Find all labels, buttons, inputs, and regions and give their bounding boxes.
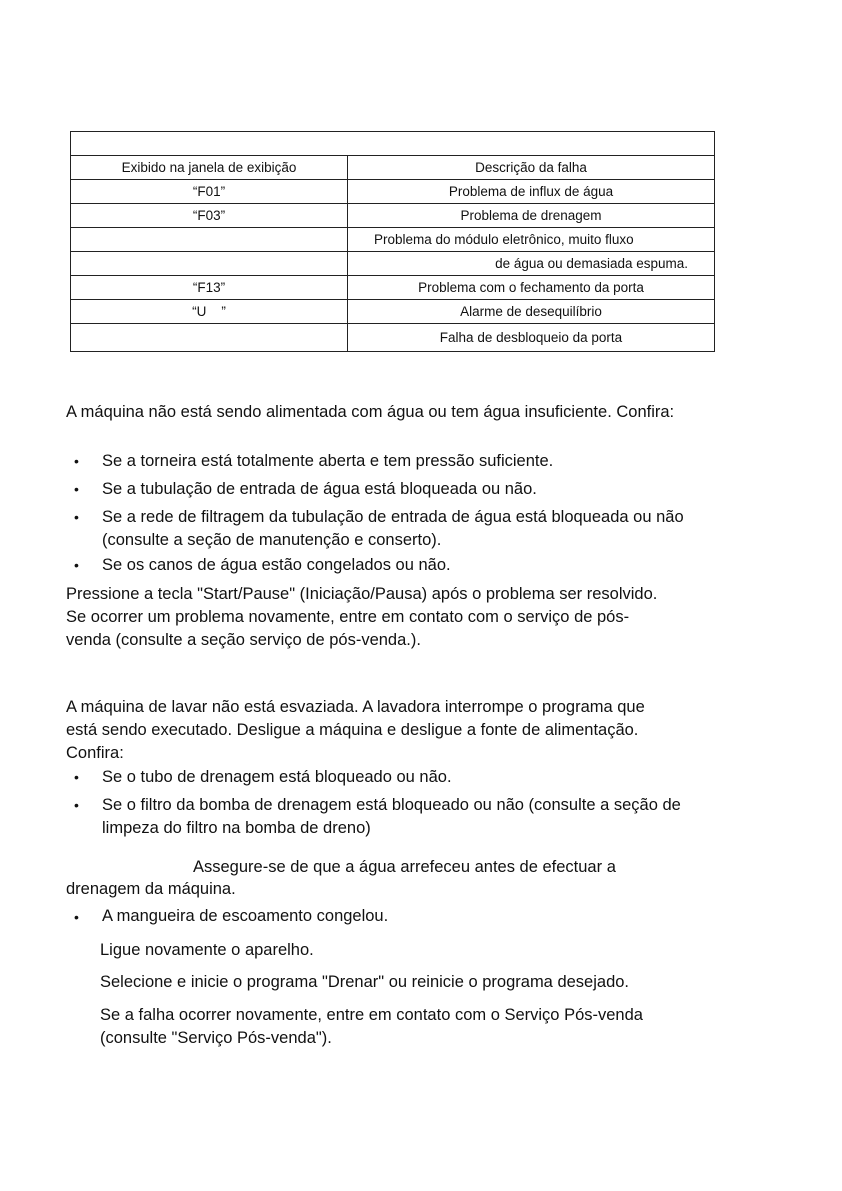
step-text: Se a falha ocorrer novamente, entre em contato com o Serviço Pós-venda (consulte "Serviço Pós-venda"). <box>100 1006 643 1047</box>
table-row-desc: Problema com o fechamento da porta <box>348 276 715 300</box>
bullet-icon: • <box>74 909 79 925</box>
table-row-code: “F01” <box>71 180 348 204</box>
section1-bullet: Se os canos de água estão congelados ou não. <box>102 556 451 574</box>
section1-bullet: Se a rede de filtragem da tubulação de entrada de água está bloqueada ou não (consulte a seção de manutenção e conserto). <box>102 508 684 549</box>
bullet-icon: • <box>74 481 79 497</box>
fault-code-table <box>70 131 715 352</box>
section1-bullet: Se a torneira está totalmente aberta e tem pressão suficiente. <box>102 452 554 470</box>
table-row-desc: Falha de desbloqueio da porta <box>348 324 715 352</box>
bullet-icon: • <box>74 453 79 469</box>
table-row-code <box>71 324 348 352</box>
table-row-code: “F03” <box>71 204 348 228</box>
bullet-icon: • <box>74 797 79 813</box>
section2-bullet: Se o filtro da bomba de drenagem está bloqueado ou não (consulte a seção de limpeza do filtro na bomba de dreno) <box>102 796 681 837</box>
table-row-desc: Problema do módulo eletrônico, muito fluxo <box>348 228 715 252</box>
table-row-desc: Alarme de desequilíbrio <box>348 300 715 324</box>
table-row-code <box>71 228 348 252</box>
table-row-code <box>71 252 348 276</box>
section2-bullet: A mangueira de escoamento congelou. <box>102 907 389 925</box>
section1-intro: A máquina não está sendo alimentada com água ou tem água insuficiente. Confira: <box>66 403 675 421</box>
table-row-desc: Problema de drenagem <box>348 204 715 228</box>
table-header-description: Descrição da falha <box>348 156 715 180</box>
section1-outro: Pressione a tecla "Start/Pause" (Iniciação/Pausa) após o problema ser resolvido. Se ocorrer um problema novamente, entre em contato com o serviço de pós-venda (consulte a seção serviço de pós-venda.). <box>66 585 658 649</box>
table-row-desc: de água ou demasiada espuma. <box>348 252 715 276</box>
section1-bullet: Se a tubulação de entrada de água está bloqueada ou não. <box>102 480 537 498</box>
section2-intro: A máquina de lavar não está esvaziada. A lavadora interrompe o programa que está sendo executado. Desligue a máquina e desligue a fonte de alimentação. Confira: <box>66 698 645 762</box>
table-row-code: “F13” <box>71 276 348 300</box>
table-row-code: “U ” <box>71 300 348 324</box>
table-row-desc: Problema de influx de água <box>348 180 715 204</box>
table-title-row <box>71 132 715 156</box>
bullet-icon: • <box>74 509 79 525</box>
section2-note-line1: Assegure-se de que a água arrefeceu antes de efectuar a <box>193 858 616 876</box>
bullet-icon: • <box>74 557 79 573</box>
table-header-display: Exibido na janela de exibição <box>71 156 348 180</box>
section2-bullet: Se o tubo de drenagem está bloqueado ou não. <box>102 768 452 786</box>
section2-note-line2: drenagem da máquina. <box>66 880 236 898</box>
bullet-icon: • <box>74 769 79 785</box>
step-text: Selecione e inicie o programa "Drenar" ou reinicie o programa desejado. <box>100 973 630 991</box>
step-text: Ligue novamente o aparelho. <box>100 941 314 959</box>
